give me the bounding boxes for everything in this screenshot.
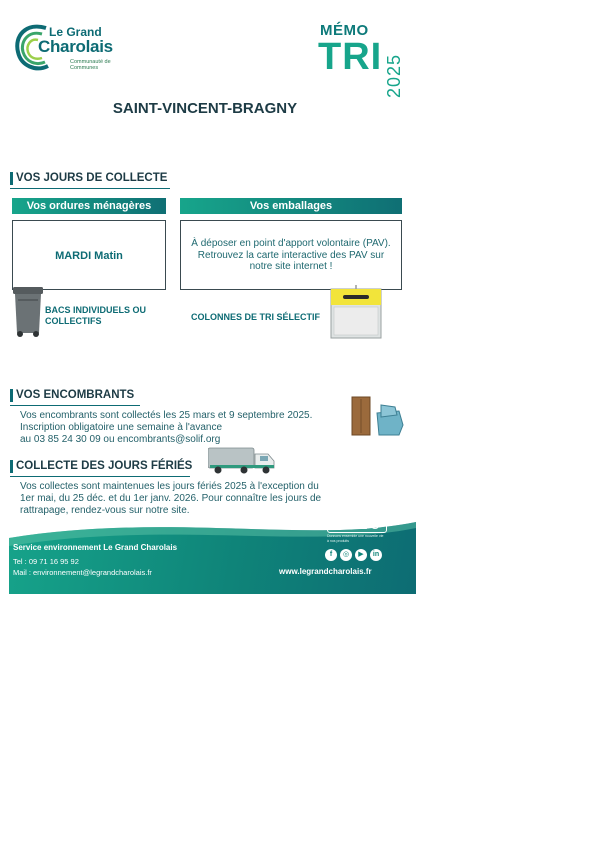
collecte-title: VOS JOURS DE COLLECTE [10,172,167,185]
social-links [325,549,382,561]
garbage-truck-icon [208,446,276,474]
emballages-text: À déposer en point d'apport volontaire (PAV). Retrouvez la carte interactive des PAV sur notre site internet ! [191,238,391,272]
memo-tri-title [318,20,413,98]
collecte-underline [10,188,170,189]
encombrants-line1: Vos encombrants sont collectés les 25 mars et 9 septembre 2025. [20,410,313,421]
encombrants-title: VOS ENCOMBRANTS [10,389,134,402]
ordures-caption: BACS INDIVIDUELS OU COLLECTIFS [45,305,147,326]
encombrants-line2: Inscription obligatoire une semaine à l'avance [20,422,223,433]
footer-tel: Tel : 09 71 16 95 92 [13,557,79,566]
tri-label: TRI [318,36,383,78]
feries-line2: 1er mai, du 25 déc. et du 1er janv. 2026. Pour connaître les jours de [20,493,322,504]
footer-banner [9,516,416,594]
footer-website[interactable]: www.legrandcharolais.fr [279,567,372,576]
feries-line1: Vos collectes sont maintenues les jours fériés 2025 à l'exception du [20,481,319,492]
encombrants-underline [10,405,140,406]
feries-title: COLLECTE DES JOURS FÉRIÉS [10,460,192,473]
feries-line3: rattrapage, rendez-vous sur notre site. [20,505,190,516]
emballages-header: Vos emballages [180,198,402,214]
instagram-icon[interactable]: ◎ [340,549,352,561]
emballages-box [180,220,402,290]
ordures-box [12,220,166,290]
ordures-day: MARDI Matin [55,250,123,262]
feries-underline [10,476,190,477]
citeo-logo: CITEO [327,518,387,533]
facebook-icon[interactable]: f [325,549,337,561]
citeo-tagline: Donnons ensemble une nouvelle vie à nos produits [327,534,384,543]
linkedin-icon[interactable]: in [370,549,382,561]
encombrants-line3: au 03 85 24 30 09 ou encombrants@solif.org [20,434,221,445]
ordures-header: Vos ordures ménagères [12,198,166,214]
commune-name: SAINT-VINCENT-BRAGNY [112,100,298,117]
bulky-items-icon [349,395,407,437]
footer-service: Service environnement Le Grand Charolais [13,543,178,552]
memo-year: 2025 [384,53,404,98]
grand-charolais-logo [12,18,122,80]
footer-mail[interactable]: Mail : environnement@legrandcharolais.fr [13,568,152,577]
logo-line2: Charolais [38,37,113,56]
logo-line1: Le Grand [49,25,102,39]
memo-label: MÉMO [320,22,369,39]
sorting-column-icon [330,285,382,339]
youtube-icon[interactable]: ▶ [355,549,367,561]
logo-line3: Communauté de Communes [70,59,111,71]
wheelie-bin-icon [13,287,43,337]
emballages-caption: COLONNES DE TRI SÉLECTIF [191,312,321,322]
